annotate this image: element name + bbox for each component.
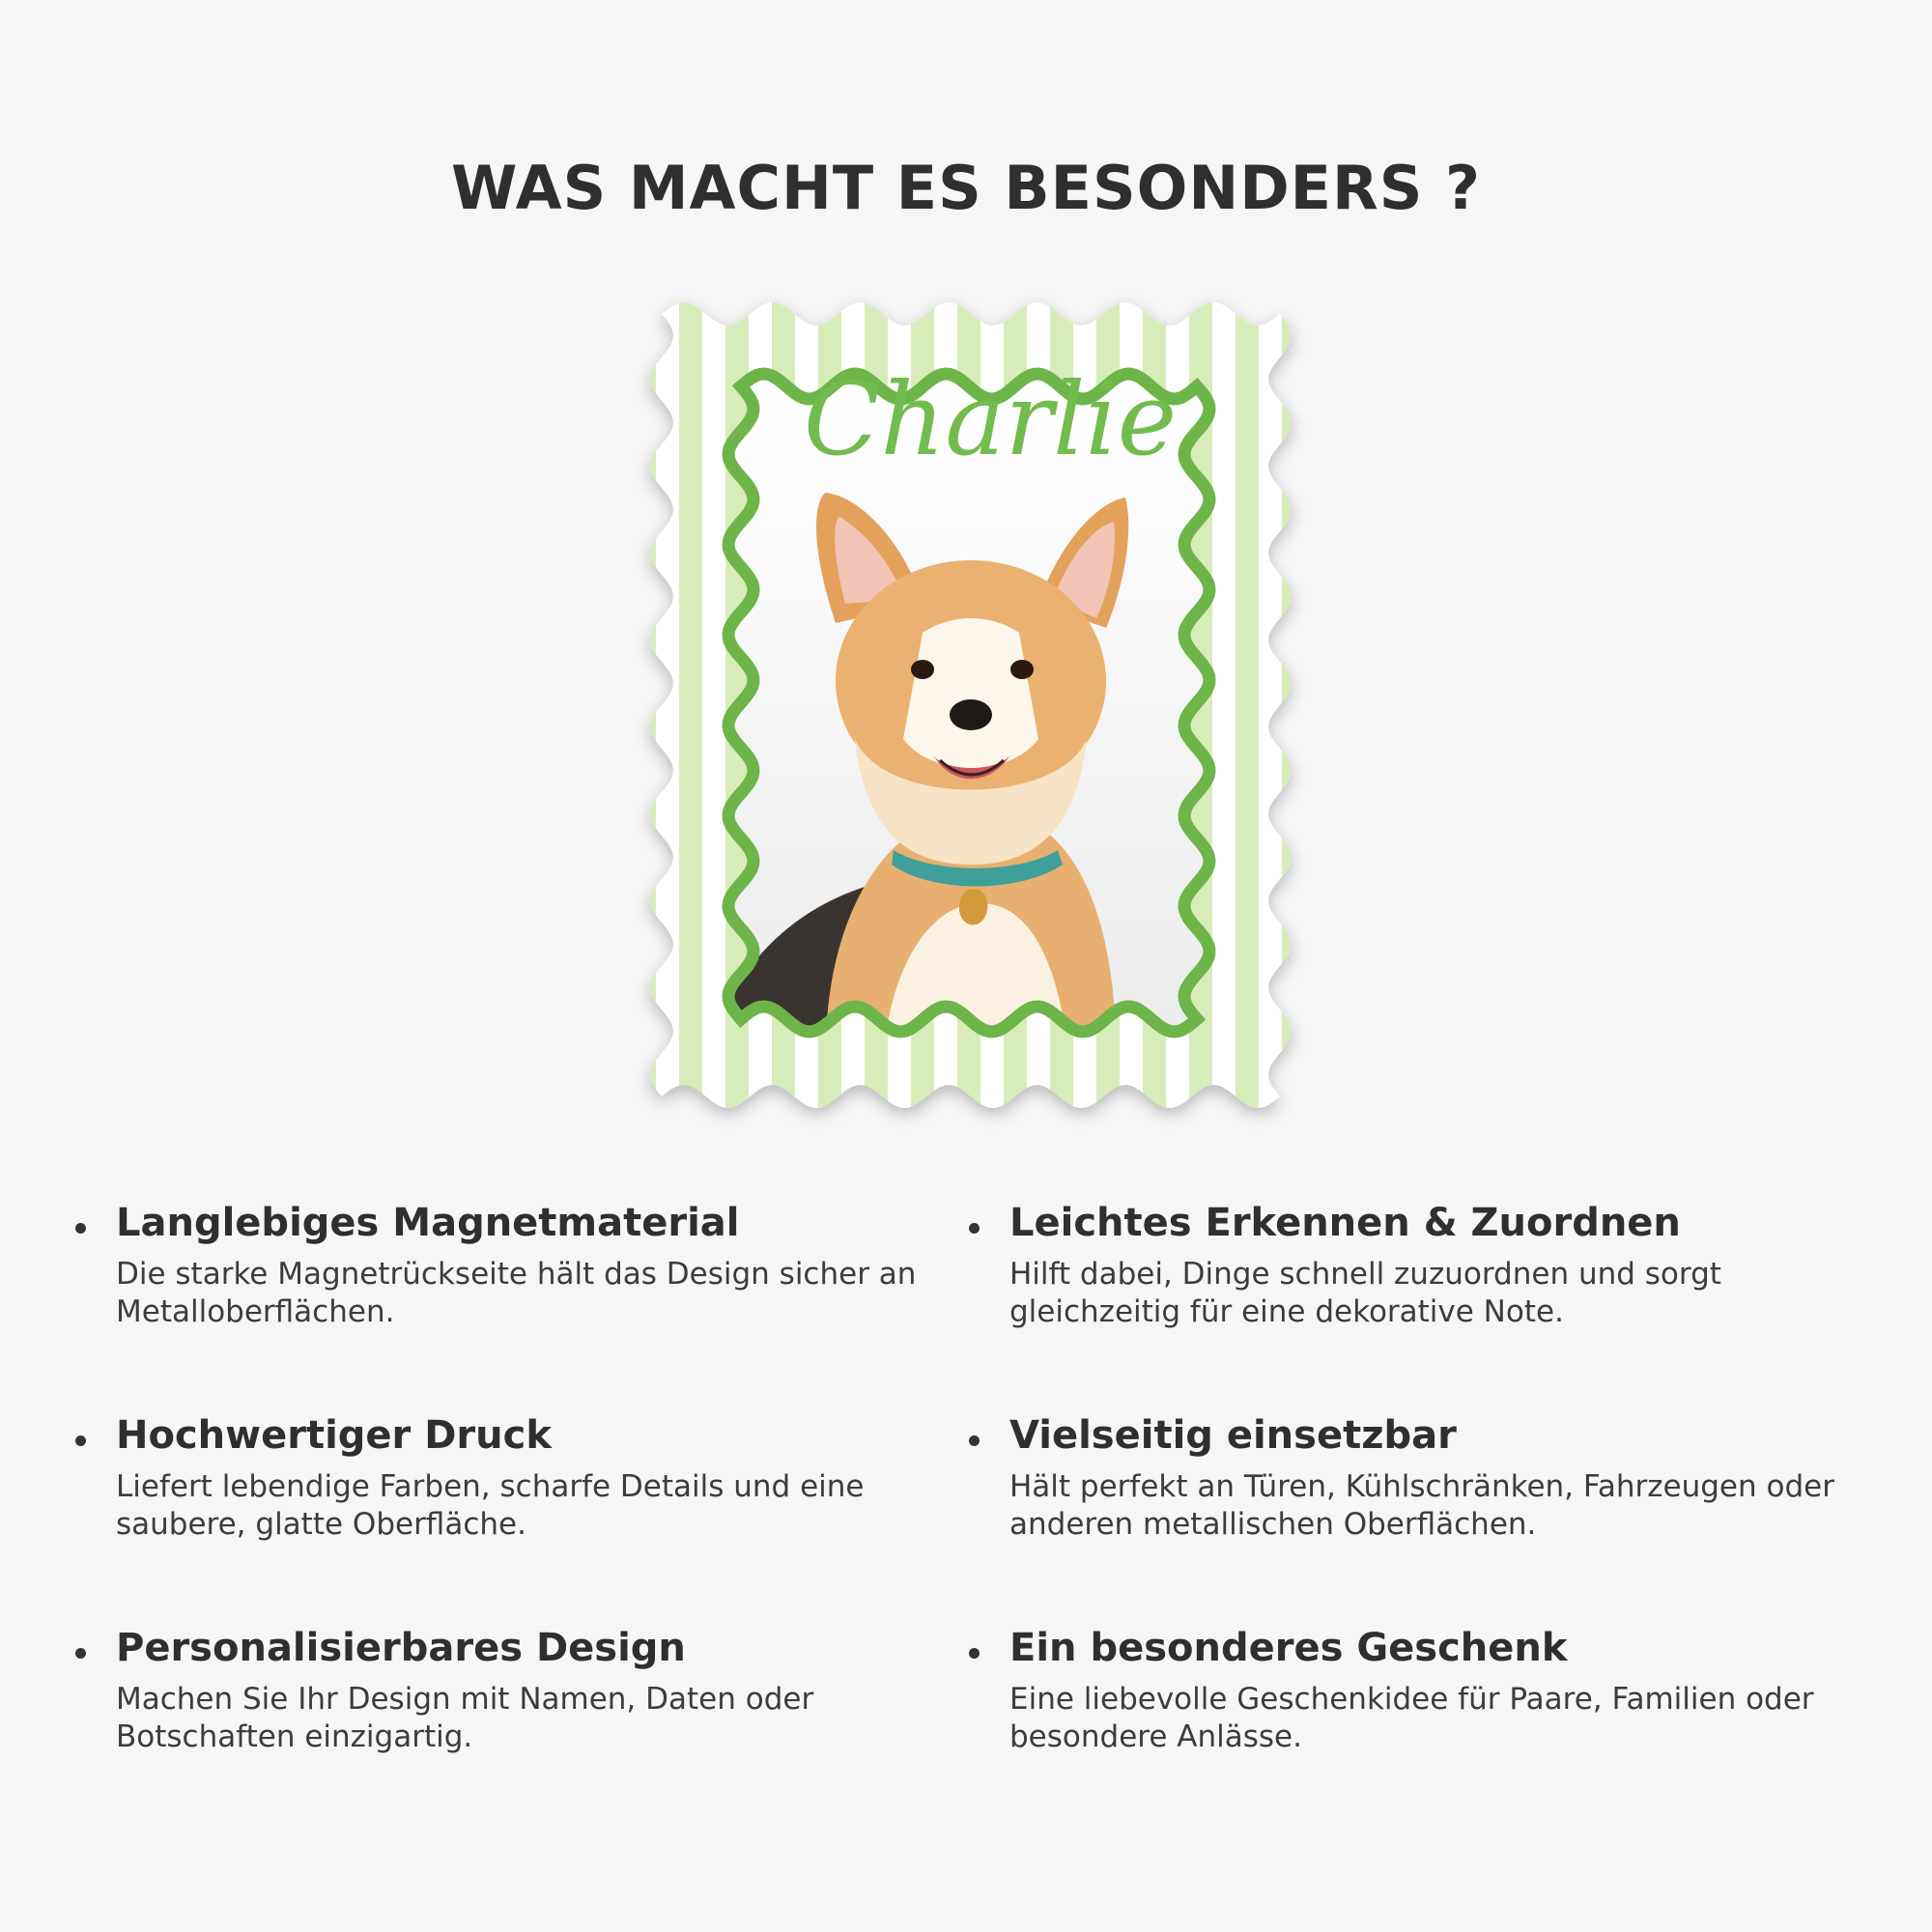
bullet-icon bbox=[969, 1435, 980, 1446]
bullet-icon bbox=[75, 1648, 86, 1659]
feature-item bbox=[1009, 1623, 1860, 1756]
stripe bbox=[679, 285, 702, 1135]
stripe bbox=[702, 285, 725, 1135]
feature-description: Liefert lebendige Farben, scharfe Details und eine saubere, glatte Oberfläche. bbox=[116, 1469, 865, 1542]
dog-left-eye bbox=[911, 660, 934, 679]
stripe bbox=[1305, 285, 1309, 1135]
bullet-icon bbox=[969, 1223, 980, 1234]
feature-item bbox=[116, 1623, 966, 1756]
feature-description: Die starke Magnetrückseite hält das Design sicher an Metalloberflächen. bbox=[116, 1257, 917, 1329]
stripe bbox=[633, 285, 656, 1135]
feature-item bbox=[116, 1410, 966, 1544]
stripe bbox=[1212, 285, 1236, 1135]
feature-title: Personalisierbares Design bbox=[116, 1626, 686, 1670]
feature-item bbox=[116, 1198, 966, 1331]
bullet-icon bbox=[75, 1435, 86, 1446]
stripe bbox=[1236, 285, 1259, 1135]
stripe bbox=[1282, 285, 1305, 1135]
dog-right-eye bbox=[1010, 660, 1034, 679]
feature-description: Eine liebevolle Geschenkidee für Paare, Familien oder besondere Anlässe. bbox=[1009, 1682, 1814, 1754]
feature-item bbox=[1009, 1410, 1860, 1544]
bullet-icon bbox=[969, 1648, 980, 1659]
dog-nose bbox=[950, 699, 992, 730]
stripe bbox=[656, 285, 679, 1135]
product-magnet bbox=[633, 285, 1309, 1135]
feature-title: Leichtes Erkennen & Zuordnen bbox=[1009, 1201, 1681, 1245]
stripe bbox=[1259, 285, 1282, 1135]
product-name-text: Charlie bbox=[803, 360, 1178, 478]
feature-item bbox=[1009, 1198, 1860, 1331]
feature-title: Ein besonderes Geschenk bbox=[1009, 1626, 1568, 1670]
feature-description: Hält perfekt an Türen, Kühlschränken, Fahrzeugen oder anderen metallischen Oberflächen. bbox=[1009, 1469, 1834, 1542]
bullet-icon bbox=[75, 1223, 86, 1234]
page-title: WAS MACHT ES BESONDERS ? bbox=[451, 153, 1481, 223]
feature-title: Langlebiges Magnetmaterial bbox=[116, 1201, 740, 1245]
feature-description: Hilft dabei, Dinge schnell zuzuordnen und sorgt gleichzeitig für eine dekorative Note. bbox=[1009, 1257, 1721, 1329]
feature-title: Vielseitig einsetzbar bbox=[1009, 1413, 1457, 1458]
feature-title: Hochwertiger Druck bbox=[116, 1413, 552, 1458]
feature-description: Machen Sie Ihr Design mit Namen, Daten oder Botschaften einzigartig. bbox=[116, 1682, 814, 1754]
